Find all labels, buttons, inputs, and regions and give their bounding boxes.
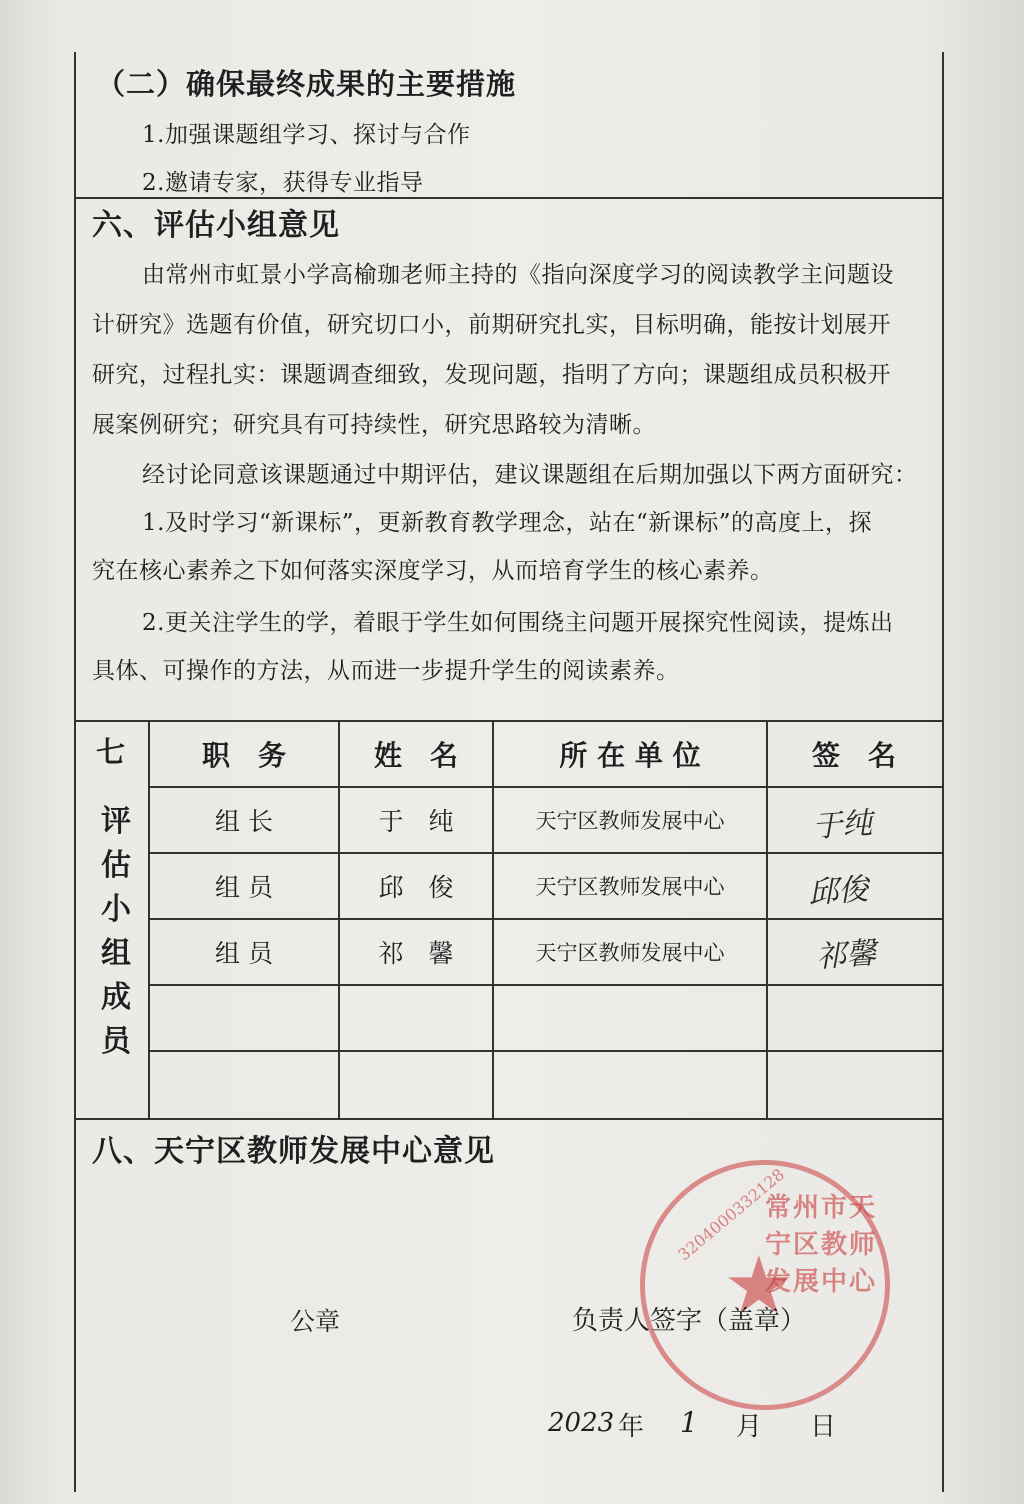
table-grid-line <box>148 984 942 986</box>
section-divider <box>74 197 942 199</box>
side-char: 成 <box>101 980 131 1015</box>
header-signature: 签 名 <box>811 739 896 772</box>
section-6-heading: 六、评估小组意见 <box>92 208 340 243</box>
evaluation-conclusion: 经讨论同意该课题通过中期评估，建议课题组在后期加强以下两方面研究： <box>142 462 918 488</box>
row-1-unit: 天宁区教师发展中心 <box>535 809 725 833</box>
row-1-name: 于 纯 <box>378 807 454 836</box>
official-seal <box>640 1160 890 1410</box>
suggestion-2-line-1: 2.更关注学生的学，着眼于学生如何围绕主问题开展探究性阅读，提炼出 <box>142 610 894 636</box>
side-char: 员 <box>101 1024 131 1059</box>
header-unit: 所 在 单 位 <box>559 739 701 772</box>
suggestion-2-line-2: 具体、可操作的方法，从而进一步提升学生的阅读素养。 <box>92 658 680 684</box>
row-2-name: 邱 俊 <box>378 873 454 902</box>
row-1-role: 组 长 <box>215 807 273 836</box>
row-2-signature: 邱俊 <box>807 871 870 912</box>
suggestion-1-line-2: 究在核心素养之下如何落实深度学习，从而培育学生的核心素养。 <box>92 558 774 584</box>
side-char: 估 <box>101 848 131 883</box>
evaluation-line-1: 由常州市虹景小学高榆珈老师主持的《指向深度学习的阅读教学主问题设 <box>142 262 894 288</box>
section-5-2-heading: （二）确保最终成果的主要措施 <box>96 67 517 101</box>
row-3-signature: 祁馨 <box>815 935 878 976</box>
signer-label: 负责人签字（盖章） <box>572 1306 807 1336</box>
section-8-heading: 八、天宁区教师发展中心意见 <box>92 1134 495 1169</box>
date-month: 1 <box>680 1406 698 1439</box>
suggestion-1-line-1: 1.及时学习“新课标”，更新教育教学理念，站在“新课标”的高度上，探 <box>142 510 872 536</box>
row-2-unit: 天宁区教师发展中心 <box>535 875 725 899</box>
header-name: 姓 名 <box>373 739 458 772</box>
header-role: 职 务 <box>201 739 286 772</box>
table-grid-line <box>148 1050 942 1052</box>
row-2-role: 组 员 <box>215 873 273 902</box>
seal-text: 常州市天宁区教师发展中心 <box>765 1193 878 1297</box>
seal-star-icon: ★ <box>723 1239 795 1332</box>
seal-label: 公章 <box>290 1307 341 1336</box>
section-divider <box>74 1118 942 1120</box>
date-year-suffix: 年 <box>618 1412 645 1442</box>
row-1-signature: 于纯 <box>811 805 874 846</box>
section-7-number: 七 <box>96 735 127 769</box>
date-year: 2023 <box>548 1408 615 1438</box>
date-month-suffix: 月 <box>736 1412 763 1442</box>
side-char: 评 <box>101 804 131 839</box>
measure-item-2: 2.邀请专家，获得专业指导 <box>142 170 424 196</box>
date-day-suffix: 日 <box>810 1412 837 1442</box>
row-3-unit: 天宁区教师发展中心 <box>535 941 725 965</box>
row-3-name: 祁 馨 <box>378 939 454 968</box>
evaluation-line-4: 展案例研究；研究具有可持续性，研究思路较为清晰。 <box>92 412 656 438</box>
seal-number: 3204000332128 <box>674 1164 788 1265</box>
evaluation-line-3: 研究，过程扎实：课题调查细致，发现问题，指明了方向；课题组成员积极开 <box>92 362 891 388</box>
side-char: 组 <box>101 936 131 971</box>
section-7-side-label <box>96 800 136 1064</box>
evaluation-line-2: 计研究》选题有价值，研究切口小，前期研究扎实，目标明确，能按计划展开 <box>92 312 891 338</box>
side-char: 小 <box>101 892 131 927</box>
row-3-role: 组 员 <box>215 939 273 968</box>
measure-item-1: 1.加强课题组学习、探讨与合作 <box>142 122 471 148</box>
